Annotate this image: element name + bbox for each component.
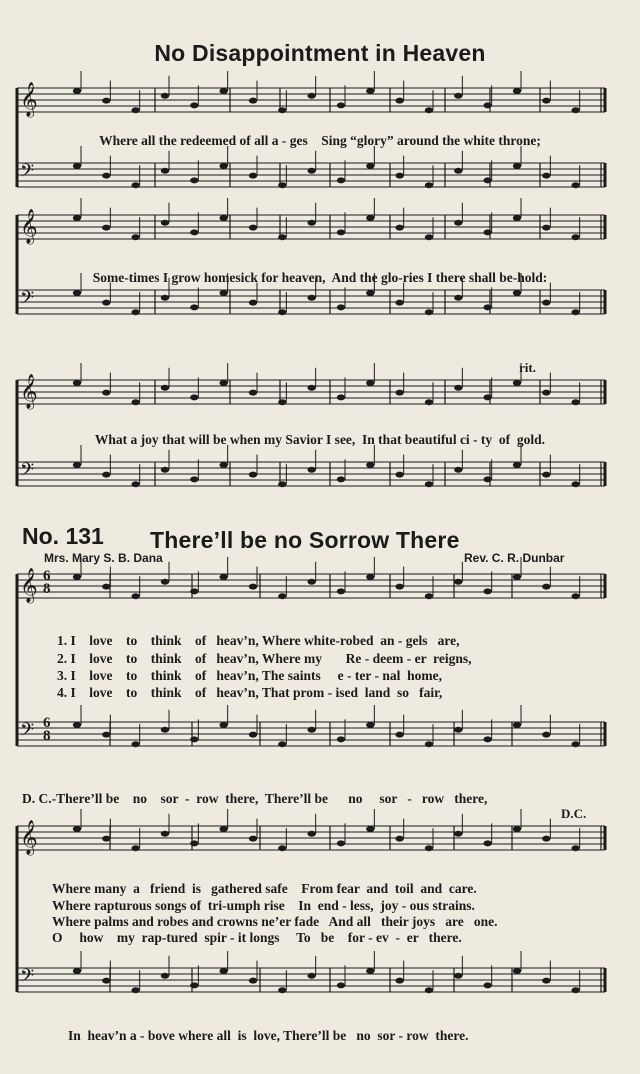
notehead	[131, 987, 139, 993]
notehead	[571, 107, 579, 113]
notehead	[249, 225, 257, 231]
notehead	[131, 741, 139, 747]
bottom-lyric-line: In heav’n a - bove where all is love, There’ll be no sor - row there.	[68, 1028, 469, 1043]
verse-line: 2. I love to think of heav’n, Where my Re - deem - er reigns,	[57, 651, 472, 666]
notehead	[307, 467, 315, 473]
lyric-line: Some-times I grow homesick for heaven, And the glo-ries I there shall be-hold:	[92, 270, 548, 285]
notehead	[278, 309, 286, 315]
treble-clef-icon: 𝄞	[20, 820, 38, 855]
lyric-line: Where all the redeemed of all a - ges Sing “glory” around the white throne;	[99, 133, 541, 148]
notehead	[102, 978, 110, 984]
notehead	[102, 584, 110, 590]
notehead	[307, 973, 315, 979]
notehead	[307, 295, 315, 301]
notehead	[542, 978, 550, 984]
notehead	[513, 826, 521, 832]
notehead	[249, 732, 257, 738]
hymn-number: No. 131	[22, 523, 104, 549]
notehead	[454, 385, 462, 391]
notehead	[190, 736, 198, 742]
notehead	[454, 727, 462, 733]
notehead	[483, 102, 491, 108]
notehead	[131, 107, 139, 113]
notehead	[425, 234, 433, 240]
notehead	[395, 732, 403, 738]
notehead	[395, 472, 403, 478]
notehead	[73, 574, 81, 580]
notehead	[454, 220, 462, 226]
notehead	[337, 394, 345, 400]
notehead	[542, 98, 550, 104]
notehead	[425, 107, 433, 113]
notehead	[249, 978, 257, 984]
notehead	[395, 173, 403, 179]
refrain-line: O how my rap-tured spir - it longs To be for - ev - er there.	[52, 930, 462, 945]
notehead	[190, 476, 198, 482]
notehead	[307, 579, 315, 585]
notehead	[513, 290, 521, 296]
verse-line: 3. I love to think of heav’n, The saints e - ter - nal home,	[57, 668, 443, 683]
notehead	[513, 574, 521, 580]
notehead	[190, 177, 198, 183]
notehead	[542, 836, 550, 842]
notehead	[337, 229, 345, 235]
notehead	[73, 163, 81, 169]
notehead	[395, 978, 403, 984]
notehead	[131, 309, 139, 315]
notehead	[513, 88, 521, 94]
notehead	[190, 588, 198, 594]
notehead	[278, 399, 286, 405]
notehead	[425, 182, 433, 188]
notehead	[278, 593, 286, 599]
notehead	[542, 173, 550, 179]
notehead	[161, 727, 169, 733]
notehead	[337, 588, 345, 594]
notehead	[571, 481, 579, 487]
notehead	[102, 98, 110, 104]
notehead	[571, 309, 579, 315]
notehead	[454, 467, 462, 473]
notehead	[219, 290, 227, 296]
notehead	[395, 98, 403, 104]
treble-clef-icon: 𝄞	[20, 209, 38, 244]
notehead	[190, 840, 198, 846]
notehead	[190, 394, 198, 400]
time-signature-bottom: 8	[43, 728, 51, 744]
notehead	[571, 399, 579, 405]
lyric-line: What a joy that will be when my Savior I see, In that beautiful ci - ty of gold.	[94, 432, 546, 447]
author-credit: Mrs. Mary S. B. Dana	[44, 551, 163, 565]
notehead	[161, 973, 169, 979]
notehead	[219, 574, 227, 580]
notehead	[161, 220, 169, 226]
notehead	[366, 826, 374, 832]
notehead	[161, 168, 169, 174]
treble-clef-icon: 𝄞	[20, 374, 38, 409]
notehead	[307, 93, 315, 99]
notehead	[131, 234, 139, 240]
hymn-title: There’ll be no Sorrow There	[150, 527, 460, 553]
notehead	[483, 229, 491, 235]
notehead	[571, 741, 579, 747]
notehead	[161, 831, 169, 837]
notehead	[337, 102, 345, 108]
notehead	[102, 300, 110, 306]
notehead	[190, 102, 198, 108]
notehead	[542, 390, 550, 396]
notehead	[395, 300, 403, 306]
bass-clef-icon: 𝄢	[20, 460, 35, 485]
notehead	[337, 736, 345, 742]
notehead	[425, 481, 433, 487]
notehead	[337, 476, 345, 482]
notehead	[161, 93, 169, 99]
notehead	[219, 968, 227, 974]
notehead	[483, 476, 491, 482]
notehead	[249, 390, 257, 396]
notehead	[454, 168, 462, 174]
hymn-title: No Disappointment in Heaven	[154, 40, 486, 66]
notehead	[73, 215, 81, 221]
notehead	[395, 584, 403, 590]
notehead	[513, 163, 521, 169]
notehead	[337, 304, 345, 310]
notehead	[571, 234, 579, 240]
bass-clef-icon: 𝄢	[20, 720, 35, 745]
ritardando-mark: rit.	[519, 360, 536, 375]
notehead	[366, 290, 374, 296]
notehead	[454, 93, 462, 99]
notehead	[131, 182, 139, 188]
notehead	[278, 107, 286, 113]
notehead	[425, 593, 433, 599]
notehead	[395, 836, 403, 842]
notehead	[219, 215, 227, 221]
notehead	[249, 584, 257, 590]
notehead	[131, 845, 139, 851]
notehead	[73, 290, 81, 296]
treble-clef-icon: 𝄞	[20, 82, 38, 117]
notehead	[483, 177, 491, 183]
notehead	[102, 836, 110, 842]
notehead	[73, 88, 81, 94]
notehead	[454, 579, 462, 585]
notehead	[483, 982, 491, 988]
notehead	[425, 845, 433, 851]
notehead	[131, 593, 139, 599]
notehead	[366, 215, 374, 221]
notehead	[102, 225, 110, 231]
notehead	[102, 472, 110, 478]
notehead	[395, 390, 403, 396]
notehead	[219, 88, 227, 94]
notehead	[278, 182, 286, 188]
notehead	[337, 982, 345, 988]
notehead	[366, 968, 374, 974]
notehead	[366, 163, 374, 169]
notehead	[73, 380, 81, 386]
notehead	[395, 225, 403, 231]
notehead	[278, 741, 286, 747]
notehead	[278, 234, 286, 240]
notehead	[219, 163, 227, 169]
da-capo-line: D. C.-There’ll be no sor - row there, There’ll be no sor - row there,	[22, 791, 488, 806]
notehead	[483, 304, 491, 310]
notehead	[249, 836, 257, 842]
notehead	[571, 845, 579, 851]
notehead	[102, 390, 110, 396]
notehead	[249, 173, 257, 179]
notehead	[483, 394, 491, 400]
refrain-line: Where palms and robes and crowns ne’er fade And all their joys are one.	[52, 914, 498, 929]
notehead	[73, 462, 81, 468]
notehead	[307, 727, 315, 733]
notehead	[219, 462, 227, 468]
treble-clef-icon: 𝄞	[20, 568, 38, 603]
bass-clef-icon: 𝄢	[20, 161, 35, 186]
time-signature-bottom: 8	[43, 581, 51, 597]
notehead	[102, 732, 110, 738]
notehead	[542, 584, 550, 590]
time-signature-top: 6	[43, 715, 51, 731]
notehead	[542, 225, 550, 231]
notehead	[278, 987, 286, 993]
notehead	[454, 973, 462, 979]
notehead	[483, 736, 491, 742]
notehead	[425, 987, 433, 993]
notehead	[366, 88, 374, 94]
notehead	[249, 472, 257, 478]
notehead	[366, 574, 374, 580]
notehead	[190, 982, 198, 988]
notehead	[454, 831, 462, 837]
notehead	[542, 300, 550, 306]
notehead	[249, 300, 257, 306]
notehead	[219, 380, 227, 386]
notehead	[513, 380, 521, 386]
notehead	[73, 968, 81, 974]
notehead	[513, 722, 521, 728]
notehead	[161, 295, 169, 301]
notehead	[571, 987, 579, 993]
notehead	[73, 722, 81, 728]
notehead	[307, 220, 315, 226]
da-capo-mark: D.C.	[561, 806, 587, 821]
refrain-line: Where rapturous songs of tri-umph rise In end - less, joy - ous strains.	[52, 898, 475, 913]
bass-clef-icon: 𝄢	[20, 288, 35, 313]
verse-line: 4. I love to think of heav’n, That prom - ised land so fair,	[57, 685, 443, 700]
notehead	[571, 182, 579, 188]
composer-credit: Rev. C. R. Dunbar	[464, 551, 565, 565]
notehead	[366, 462, 374, 468]
notehead	[190, 229, 198, 235]
notehead	[513, 462, 521, 468]
notehead	[542, 732, 550, 738]
bass-clef-icon: 𝄢	[20, 966, 35, 991]
notehead	[278, 845, 286, 851]
notehead	[249, 98, 257, 104]
notehead	[161, 385, 169, 391]
notehead	[337, 177, 345, 183]
notehead	[219, 722, 227, 728]
notehead	[161, 467, 169, 473]
notehead	[425, 309, 433, 315]
notehead	[337, 840, 345, 846]
notehead	[425, 741, 433, 747]
notehead	[161, 579, 169, 585]
notehead	[454, 295, 462, 301]
notehead	[307, 385, 315, 391]
time-signature-top: 6	[43, 568, 51, 584]
notehead	[483, 840, 491, 846]
refrain-line: Where many a friend is gathered safe From fear and toil and care.	[52, 881, 477, 896]
notehead	[131, 481, 139, 487]
notehead	[425, 399, 433, 405]
notehead	[307, 168, 315, 174]
notehead	[366, 380, 374, 386]
notehead	[278, 481, 286, 487]
notehead	[73, 826, 81, 832]
notehead	[219, 826, 227, 832]
notehead	[483, 588, 491, 594]
notehead	[102, 173, 110, 179]
notehead	[307, 831, 315, 837]
notehead	[513, 968, 521, 974]
notehead	[513, 215, 521, 221]
notehead	[131, 399, 139, 405]
notehead	[542, 472, 550, 478]
verse-line: 1. I love to think of heav’n, Where white-robed an - gels are,	[57, 633, 460, 648]
notehead	[366, 722, 374, 728]
notehead	[190, 304, 198, 310]
notehead	[571, 593, 579, 599]
